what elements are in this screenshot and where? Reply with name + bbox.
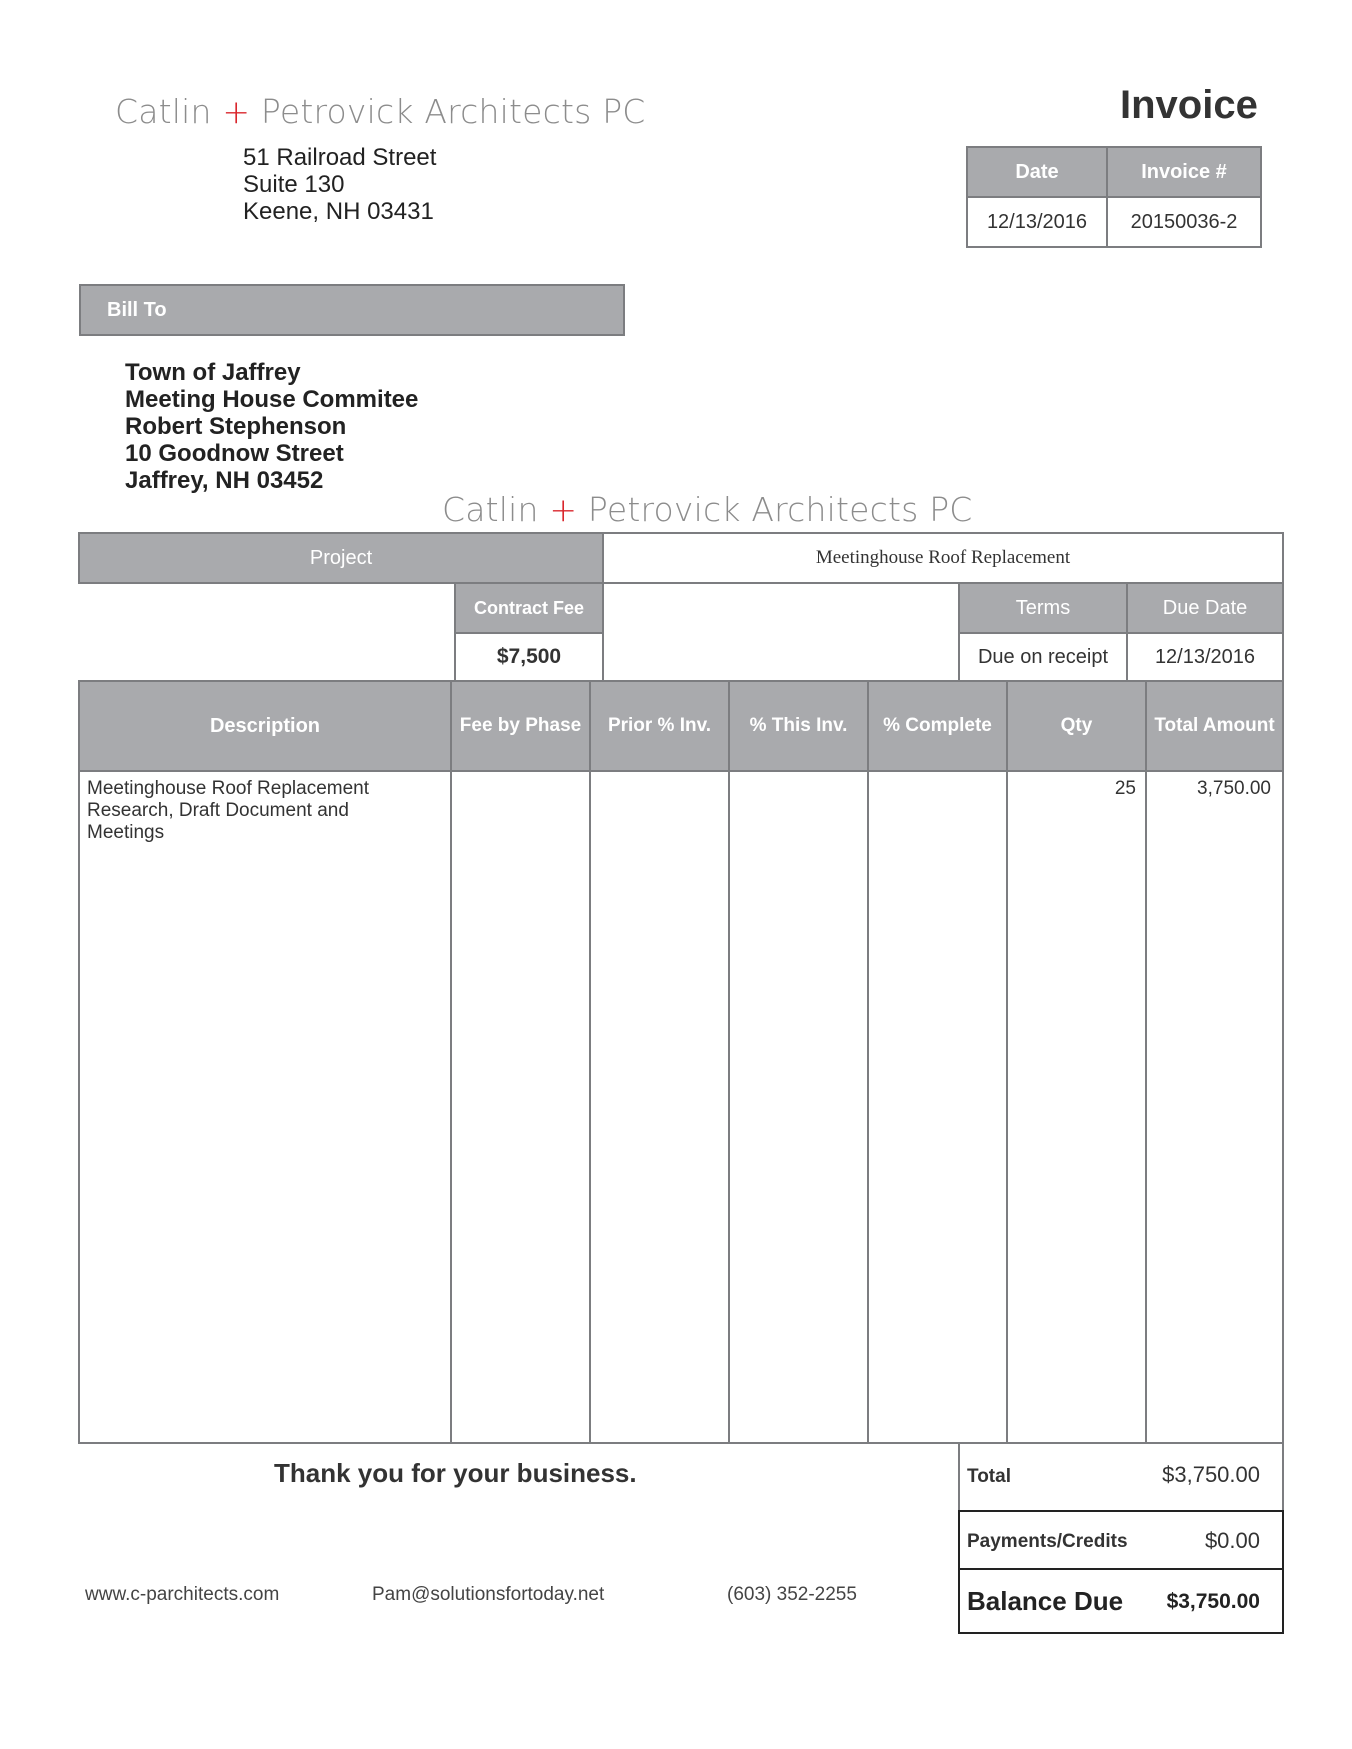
terms-header: Terms [958, 582, 1128, 634]
bill-to-line-3: Robert Stephenson [125, 413, 347, 440]
balance-due-label: Balance Due [967, 1586, 1124, 1616]
company-name-left: Catlin [115, 92, 212, 131]
row-description [87, 778, 447, 844]
bill-to-header [79, 284, 625, 336]
bill-to-address [125, 359, 418, 494]
footer-phone: (603) 352-2255 [727, 1584, 857, 1605]
invoice-date-value: 12/13/2016 [966, 196, 1108, 248]
bill-to-line-5: Jaffrey, NH 03452 [125, 467, 324, 494]
col-header-prior-pct: Prior % Inv. [607, 715, 712, 736]
table-row [80, 772, 1282, 852]
due-date-value: 12/13/2016 [1126, 632, 1284, 682]
company-address [243, 144, 436, 225]
payments-label: Payments/Credits [967, 1531, 1128, 1552]
row-description-line-2: Research, Draft Document and [87, 800, 349, 821]
line-items-table [78, 680, 1284, 1444]
row-qty: 25 [1114, 778, 1136, 799]
company-plus-center: + [549, 490, 578, 529]
bill-to-line-4: 10 Goodnow Street [125, 440, 344, 467]
invoice-title: Invoice [1120, 83, 1258, 127]
terms-value: Due on receipt [958, 632, 1128, 682]
due-date-header: Due Date [1126, 582, 1284, 634]
payments-box [958, 1510, 1284, 1570]
company-name-right: Petrovick Architects PC [260, 92, 646, 131]
address-line-3: Keene, NH 03431 [243, 198, 434, 225]
company-name-right-center: Petrovick Architects PC [587, 490, 973, 529]
invoice-number-header: Invoice # [1106, 146, 1262, 198]
project-name: Meetinghouse Roof Replacement [602, 532, 1284, 584]
company-logo [115, 92, 646, 131]
contract-fee-value: $7,500 [454, 632, 604, 682]
empty-spacer-box [602, 582, 960, 682]
bill-to-line-2: Meeting House Commitee [125, 386, 419, 413]
bill-to-label: Bill To [107, 298, 167, 321]
total-label: Total [967, 1466, 1011, 1487]
invoice-number-value: 20150036-2 [1106, 196, 1262, 248]
col-header-qty: Qty [1060, 715, 1093, 736]
company-logo-center [442, 490, 973, 529]
footer-email[interactable]: Pam@solutionsfortoday.net [372, 1584, 605, 1605]
address-line-2: Suite 130 [243, 171, 345, 198]
thank-you-message: Thank you for your business. [274, 1458, 637, 1488]
row-description-line-1: Meetinghouse Roof Replacement [87, 778, 370, 799]
row-total: 3,750.00 [1197, 778, 1271, 799]
col-header-fee-by-phase: Fee by Phase [459, 715, 582, 736]
col-header-description: Description [209, 714, 321, 737]
company-name-left-center: Catlin [442, 490, 539, 529]
project-header: Project [78, 532, 604, 584]
footer-website[interactable]: www.c-parchitects.com [85, 1584, 280, 1605]
payments-value: $0.00 [1204, 1528, 1260, 1553]
date-header: Date [966, 146, 1108, 198]
bill-to-line-1: Town of Jaffrey [125, 359, 301, 386]
total-value: $3,750.00 [1162, 1462, 1260, 1487]
row-description-line-3: Meetings [87, 822, 165, 843]
col-header-this-pct: % This Inv. [749, 715, 848, 736]
col-header-total-amount: Total Amount [1154, 715, 1275, 736]
contract-fee-header: Contract Fee [454, 582, 604, 634]
address-line-1: 51 Railroad Street [243, 144, 437, 171]
col-header-complete-pct: % Complete [883, 715, 992, 736]
total-box [958, 1442, 1284, 1512]
balance-due-value: $3,750.00 [1166, 1590, 1260, 1613]
company-plus: + [222, 92, 251, 131]
balance-due-box [958, 1568, 1284, 1634]
